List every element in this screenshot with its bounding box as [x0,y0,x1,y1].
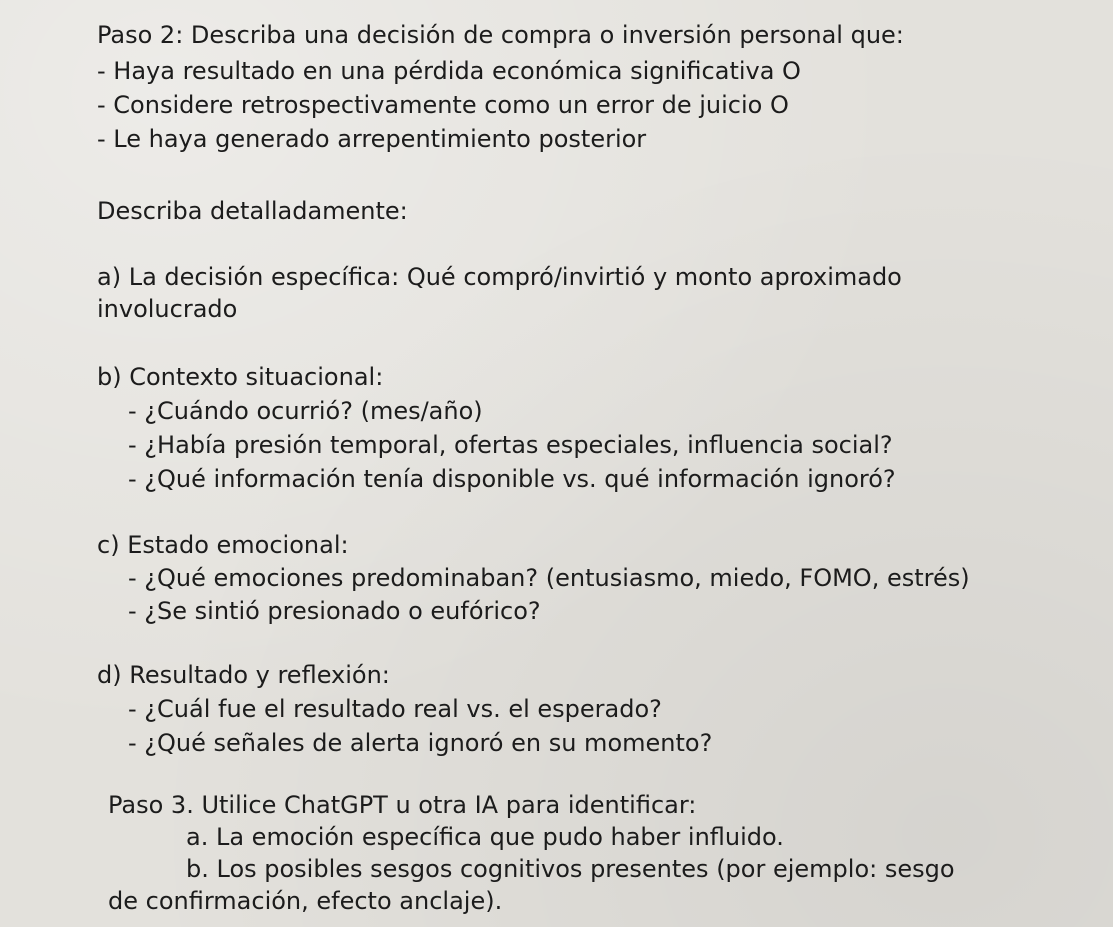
paso2-criterion: - Le haya generado arrepentimiento posterior [97,125,647,153]
section-a-line: a) La decisión específica: Qué compró/invirtió y monto aproximado [97,263,902,291]
paso2-criterion: - Haya resultado en una pérdida económica significativa O [97,57,801,85]
section-c-item: - ¿Qué emociones predominaban? (entusiasmo, miedo, FOMO, estrés) [128,564,970,592]
paso3-item-a: a. La emoción específica que pudo haber influido. [186,823,784,851]
section-c-title: c) Estado emocional: [97,531,349,559]
paso2-instruction: Describa detalladamente: [97,197,408,225]
section-b-item: - ¿Qué información tenía disponible vs. qué información ignoró? [128,465,896,493]
section-b-item: - ¿Había presión temporal, ofertas especiales, influencia social? [128,431,893,459]
paso3-item-b-continuation: de confirmación, efecto anclaje). [108,887,503,915]
section-d-title: d) Resultado y reflexión: [97,661,390,689]
paso2-criterion: - Considere retrospectivamente como un error de juicio O [97,91,789,119]
section-a-line: involucrado [97,295,238,323]
section-b-item: - ¿Cuándo ocurrió? (mes/año) [128,397,483,425]
paso3-heading: Paso 3. Utilice ChatGPT u otra IA para identificar: [108,791,697,819]
paso2-heading: Paso 2: Describa una decisión de compra o inversión personal que: [97,21,904,49]
section-c-item: - ¿Se sintió presionado o eufórico? [128,597,541,625]
section-d-item: - ¿Qué señales de alerta ignoró en su momento? [128,729,713,757]
paso3-item-b: b. Los posibles sesgos cognitivos presentes (por ejemplo: sesgo [186,855,955,883]
section-d-item: - ¿Cuál fue el resultado real vs. el esperado? [128,695,662,723]
section-b-title: b) Contexto situacional: [97,363,384,391]
